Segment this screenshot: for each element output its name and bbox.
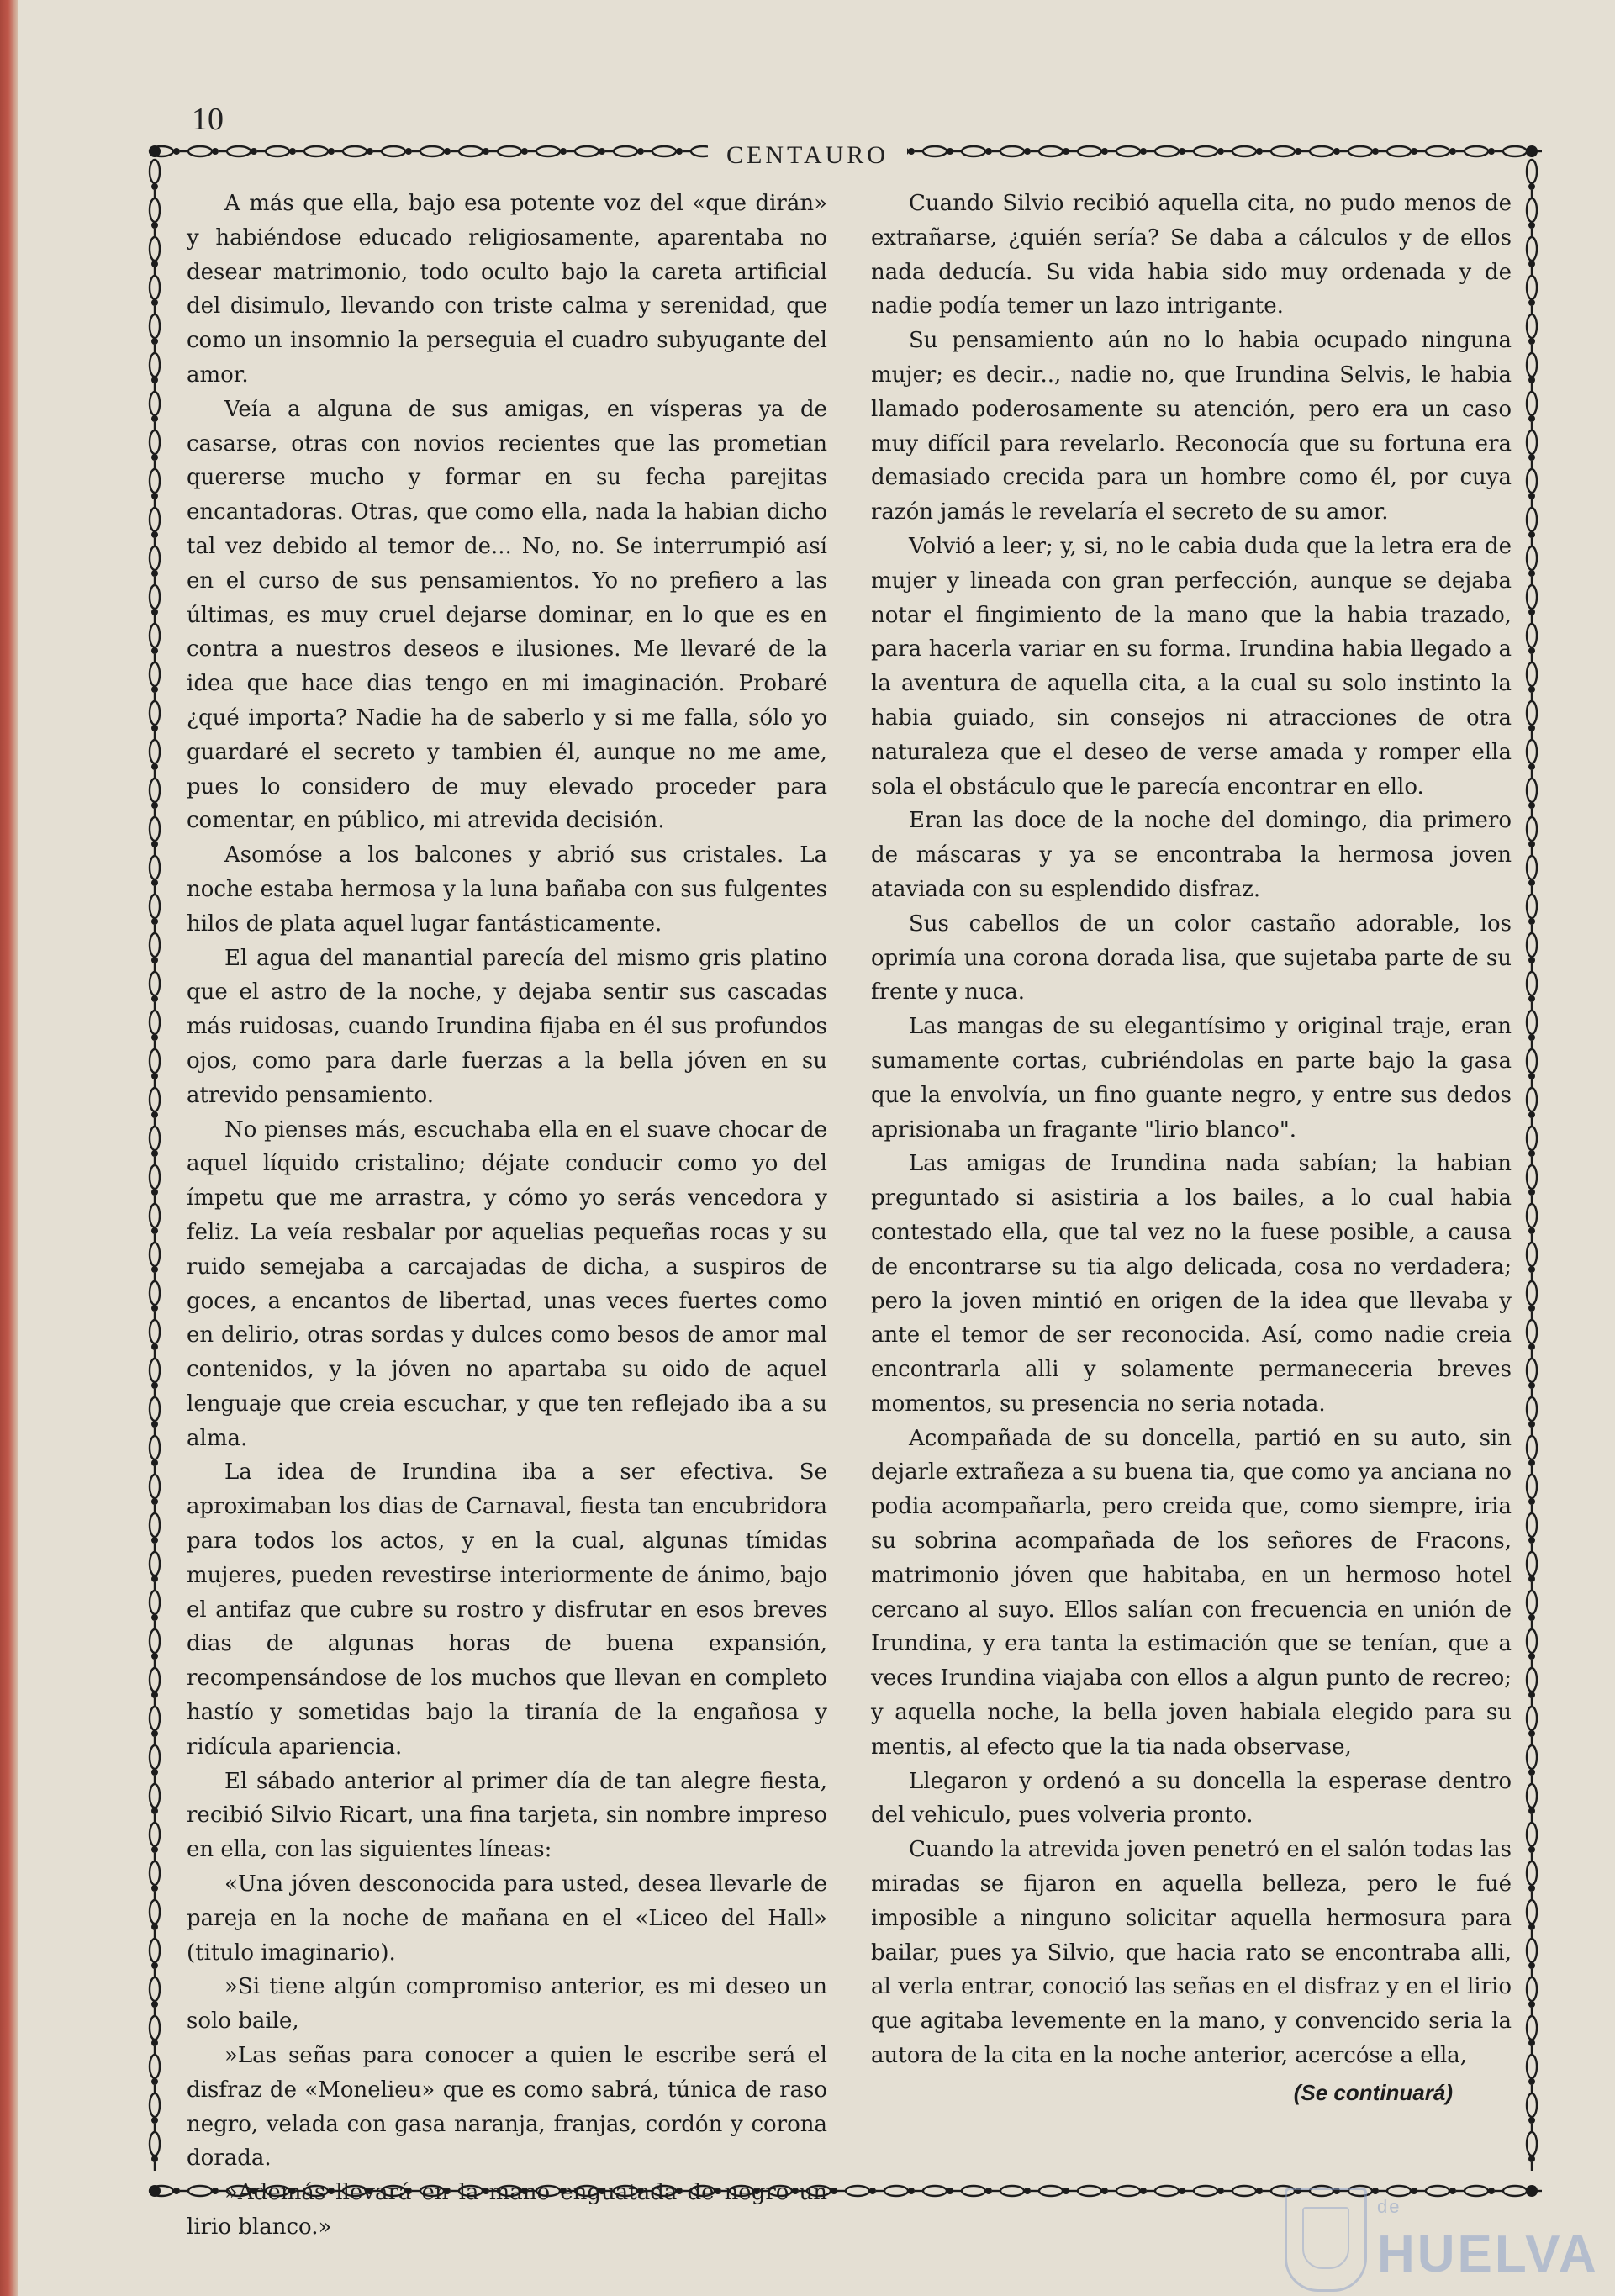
ornament-link bbox=[150, 237, 160, 276]
ornament-link bbox=[1527, 740, 1537, 779]
ornament-link bbox=[1527, 1784, 1537, 1823]
paragraph: Cuando la atrevida joven penetró en el salón todas las miradas se fijaron en aquella belleza, pero le fué imposible a ninguno solicitar aquella hermosura para bailar, pues ya Silvio, que hacia rato se encontraba alli, al verla entrar, conoció las señas en el disfraz y en el lirio que agitaba levemente en la mano, y convencido seria la autora de la cita en la noche anterior, acercóse a ella, bbox=[871, 1837, 1512, 2069]
ornament-link bbox=[1155, 2186, 1194, 2196]
ornament-link bbox=[150, 1707, 160, 1745]
ornament-link bbox=[1527, 895, 1537, 933]
ornament-link bbox=[1527, 1939, 1537, 1977]
ornament-link bbox=[1527, 1900, 1537, 1939]
ornament-link bbox=[150, 198, 160, 237]
paragraph: El agua del manantial parecía del mismo gris platino que el astro de la noche, y dejaba sentir sus cascadas más ruidosas, cuando Irundina fijaba en él sus profundos ojos, como para darle fuerzas a la bella jóven en su atrevido pensamiento. bbox=[187, 945, 827, 1108]
ornament-link bbox=[150, 469, 160, 508]
paragraph: Cuando Silvio recibió aquella cita, no pudo menos de extrañarse, ¿quién sería? Se daba a cálculos y de ellos nada deducía. Su vida habia sido muy ordenada y de nadie podía temer un lazo intrigante. bbox=[871, 191, 1512, 319]
ornament-link bbox=[1527, 1629, 1537, 1668]
watermark-prefix: de bbox=[1377, 2196, 1401, 2217]
ornament-link bbox=[1527, 2132, 1537, 2171]
ornament-link bbox=[1527, 2016, 1537, 2055]
ornament-link bbox=[1527, 662, 1537, 701]
ornament-link bbox=[150, 895, 160, 933]
ornament-link bbox=[1527, 1165, 1537, 1204]
ornament-link bbox=[150, 1513, 160, 1552]
corner-knot bbox=[149, 2185, 161, 2197]
ornament-link bbox=[150, 1861, 160, 1900]
ornament-link bbox=[1078, 2186, 1116, 2196]
paragraph: Asomóse a los balcones y abrió sus cristales. La noche estaba hermosa y la luna bañaba con sus fulgentes hilos de plata aquel lugar fantásticamente. bbox=[187, 842, 827, 937]
ornament-link bbox=[150, 856, 160, 895]
ornament-link bbox=[1527, 1513, 1537, 1552]
ornament-link bbox=[150, 662, 160, 701]
left-column bbox=[187, 187, 827, 2241]
paragraph: Su pensamiento aún no lo habia ocupado ninguna mujer; es decir.., nadie no, que Irundina Selvis, le habia llamado poderosamente su atención, pero era un caso muy difícil para revelarlo. Reconocía que su fortuna era demasiado crecida para un hombre como él, por cuya razón jamás le revelaría el secreto de su amor. bbox=[871, 328, 1512, 525]
ornament-link bbox=[150, 1552, 160, 1591]
ornament-link bbox=[1527, 1127, 1537, 1165]
ornament-link bbox=[1527, 546, 1537, 585]
paragraph: El sábado anterior al primer día de tan alegre fiesta, recibió Silvio Ricart, una fina tarjeta, sin nombre impreso en ella, con las siguientes líneas: bbox=[187, 1768, 827, 1863]
ornament-link bbox=[150, 353, 160, 392]
ornament-link bbox=[1527, 1745, 1537, 1784]
ornament-link bbox=[150, 1591, 160, 1629]
ornament-link bbox=[1527, 856, 1537, 895]
ornament-link bbox=[1527, 2093, 1537, 2132]
paragraph: Acompañada de su doncella, partió en su auto, sin dejarle extrañeza a su buena tia, que como ya anciana no podia acompañarla, pero creida que, como siempre, iria su sobrina acompañada de los señores de Fracons, matrimonio jóven que habitaba, en un hermoso hotel cercano al suyo. Ellos salían con frecuencia en unión de Irundina, y era tanta la estimación que se tenían, que a veces Irundina viajaba con ellos a algun punto de recreo; y aquella noche, la bella joven habiala elegido para su mentis, al efecto que la tia nada observase, bbox=[871, 1425, 1512, 1760]
ornament-link bbox=[1527, 1475, 1537, 1513]
ornament-link bbox=[150, 1243, 160, 1281]
ornament-link bbox=[1527, 1591, 1537, 1629]
ornament-link bbox=[1527, 469, 1537, 508]
letter-paragraph: »Si tiene algún compromiso anterior, es mi deseo un solo baile, bbox=[187, 1974, 827, 2035]
ornament-link bbox=[962, 2186, 1000, 2196]
ornament-link bbox=[884, 2186, 923, 2196]
ornament-link bbox=[1116, 2186, 1155, 2196]
ornament-link bbox=[1527, 1011, 1537, 1049]
ornament-link bbox=[150, 1475, 160, 1513]
ornament-link bbox=[150, 1165, 160, 1204]
ornament-link bbox=[1527, 2055, 1537, 2093]
ornament-link bbox=[150, 392, 160, 430]
ornament-link bbox=[1527, 430, 1537, 469]
ornament-link bbox=[1000, 2186, 1039, 2196]
ornament-link bbox=[150, 1204, 160, 1243]
ornament-link bbox=[1527, 624, 1537, 662]
ornament-link bbox=[150, 1745, 160, 1784]
paragraph: Las amigas de Irundina nada sabían; la habian preguntado si asistiria a los bailes, a lo cual habia contestado ella, que tal vez no la fuese posible, a causa de encontrarse su tia algo delicada, cosa no verdadera; pero la joven mintió en origen de la idea que llevaba y ante el temor de ser reconocida. Así, como nadie creia encontrarla alli y solamente permaneceria breves momentos, su presencia no seria notada. bbox=[871, 1151, 1512, 1417]
ornament-link bbox=[150, 508, 160, 546]
ornament-link bbox=[1527, 1397, 1537, 1436]
paragraph: Las mangas de su elegantísimo y original traje, eran sumamente cortas, cubriéndolas en parte bajo la gasa que la envolvía, un fino guante negro, y entre sus dedos aprisionaba un fragante "lirio blanco". bbox=[871, 1014, 1512, 1143]
continued-note: (Se continuará) bbox=[1293, 2079, 1453, 2105]
running-head-title: CENTAURO bbox=[708, 141, 907, 169]
ornament-link bbox=[150, 1668, 160, 1707]
coat-of-arms-icon bbox=[1285, 2188, 1367, 2292]
ornament-link bbox=[150, 2093, 160, 2132]
paragraph: Eran las doce de la noche del domingo, dia primero de máscaras y ya se encontraba la hermosa joven ataviada con su esplendido disfraz. bbox=[871, 808, 1512, 902]
ornament-link bbox=[1527, 1668, 1537, 1707]
ornament-link bbox=[150, 546, 160, 585]
ornament-link bbox=[1527, 779, 1537, 817]
ornament-link bbox=[1527, 1436, 1537, 1475]
ornament-link bbox=[1527, 1359, 1537, 1397]
ornament-link bbox=[150, 1281, 160, 1320]
ornament-link bbox=[1527, 198, 1537, 237]
ornament-link bbox=[1527, 1243, 1537, 1281]
ornament-link bbox=[1527, 237, 1537, 276]
letter-paragraph: «Una jóven desconocida para usted, desea llevarle de pareja en la noche de mañana en el «Liceo del Hall» (titulo imaginario). bbox=[187, 1871, 827, 1966]
ornament-link bbox=[150, 1436, 160, 1475]
ornament-link bbox=[1527, 1861, 1537, 1900]
ornament-link bbox=[150, 972, 160, 1011]
ornament-link bbox=[1194, 2186, 1232, 2196]
ornament-link bbox=[150, 2055, 160, 2093]
ornament-link bbox=[1527, 1281, 1537, 1320]
ornament-link bbox=[1527, 392, 1537, 430]
ornament-link bbox=[150, 1088, 160, 1127]
ornament-link bbox=[923, 2186, 962, 2196]
ornament-link bbox=[150, 2016, 160, 2055]
archive-watermark bbox=[1285, 2184, 1612, 2293]
ornament-link bbox=[150, 1127, 160, 1165]
ornament-link bbox=[1527, 1088, 1537, 1127]
paragraph: Volvió a leer; y, si, no le cabia duda que la letra era de mujer y lineada con gran perfección, aunque se dejaba notar el fingimiento de la mano que la habia trazado, para hacerla variar en su forma. Irundina habia llegado a la aventura de aquella cita, a la cual su solo instinto la habia guiado, sin consejos ni atracciones de otra naturaleza que el deseo de verse amada y romper ella sola el obstáculo que le parecía encontrar en ello. bbox=[871, 533, 1512, 800]
ornament-link bbox=[150, 585, 160, 624]
ornament-link bbox=[846, 2186, 884, 2196]
watermark-name: HUELVA bbox=[1377, 2225, 1599, 2283]
paragraph: Sus cabellos de un color castaño adorable, los oprimía una corona dorada lisa, que sujetaba parte de su frente y nuca. bbox=[871, 910, 1512, 1005]
ornament-link bbox=[150, 817, 160, 856]
ornament-link bbox=[150, 1629, 160, 1668]
letter-paragraph: »Además llevará en la mano enguatada de negro un lirio blanco.» bbox=[187, 2180, 827, 2241]
ornament-link bbox=[150, 1900, 160, 1939]
right-column bbox=[871, 187, 1512, 2154]
ornament-link bbox=[150, 276, 160, 314]
ornament-link bbox=[1527, 1049, 1537, 1088]
ornament-link bbox=[150, 314, 160, 353]
ornament-link bbox=[150, 1320, 160, 1359]
ornament-link bbox=[1527, 972, 1537, 1011]
page-number: 10 bbox=[192, 102, 224, 137]
binding-spine bbox=[0, 0, 18, 2296]
ornament-link bbox=[1039, 2186, 1078, 2196]
ornament-link bbox=[150, 1397, 160, 1436]
paragraph: La idea de Irundina iba a ser efectiva. Se aproximaban los dias de Carnaval, fiesta tan encubridora para todos los actos, y en la cual, algunas tímidas mujeres, pueden revestirse interiormente de ánimo, bajo el antifaz que cubre su rostro y disfrutar en esos breves dias de algunas horas de buena expansión, recompensándose de los muchos que llevan en completo hastío y sometidas bajo la tiranía de la engañosa y ridícula apariencia. bbox=[187, 1459, 827, 1760]
ornament-link bbox=[1527, 276, 1537, 314]
paragraph: A más que ella, bajo esa potente voz del «que dirán» y habiéndose educado religiosamente, aparentaba no desear matrimonio, todo oculto bajo la careta artificial del disimulo, llevando con triste calma y serenidad, que como un insomnio la perseguia el cuadro subyugante del amor. bbox=[187, 191, 827, 388]
ornament-link bbox=[1527, 1204, 1537, 1243]
ornament-link bbox=[1527, 701, 1537, 740]
ornament-link bbox=[150, 624, 160, 662]
ornament-link bbox=[1527, 1552, 1537, 1591]
ornament-link bbox=[150, 701, 160, 740]
ornament-link bbox=[150, 1359, 160, 1397]
letter-paragraph: »Las señas para conocer a quien le escribe será el disfraz de «Monelieu» que es como sabrá, túnica de raso negro, velada con gasa naranja, franjas, cordón y corona dorada. bbox=[187, 2043, 827, 2172]
ornament-link bbox=[150, 1011, 160, 1049]
ornament-link bbox=[1527, 508, 1537, 546]
ornament-link bbox=[1527, 585, 1537, 624]
paragraph: Llegaron y ordenó a su doncella la esperase dentro del vehiculo, pues volveria pronto. bbox=[871, 1768, 1512, 1829]
paragraph: No pienses más, escuchaba ella en el suave chocar de aquel líquido cristalino; déjate conducir como yo del ímpetu que me arrastra, y cómo yo serás vencedora y feliz. La veía resbalar por aquelias pequeñas rocas y su ruido semejaba a carcajadas de dicha, a suspiros de goces, a encantos de libertad, unas veces fuertes como en delirio, otras sordas y dulces como besos de amor mal contenidos, y la jóven no apartaba su oido de aquel lenguaje que creia escuchar, y que ten reflejado iba a su alma. bbox=[187, 1116, 827, 1451]
ornament-link bbox=[150, 1939, 160, 1977]
ornament-link bbox=[1527, 1320, 1537, 1359]
ornament-link bbox=[1527, 353, 1537, 392]
ornament-link bbox=[150, 779, 160, 817]
ornament-link bbox=[150, 1049, 160, 1088]
ornament-link bbox=[150, 740, 160, 779]
text-columns bbox=[187, 187, 1512, 2241]
ornament-link bbox=[1527, 1977, 1537, 2016]
ornament-link bbox=[150, 2132, 160, 2171]
ornament-link bbox=[1527, 1823, 1537, 1861]
ornament-link bbox=[1232, 2186, 1271, 2196]
ornament-link bbox=[150, 1784, 160, 1823]
ornament-link bbox=[1527, 1707, 1537, 1745]
ornament-link bbox=[150, 430, 160, 469]
paragraph: Veía a alguna de sus amigas, en vísperas ya de casarse, otras con novios recientes que las prometian quererse mucho y formar en su fecha parejitas encantadoras. Otras, que como ella, nada la habian dicho tal vez debido al temor de... No, no. Se interrumpió así en el curso de sus pensamientos. Yo no prefiero a las últimas, es muy cruel dejarse dominar, en lo que es en contra a nuestros deseos e ilusiones. Me llevaré de la idea que hace dias tengo en mi imaginación. Probaré ¿qué importa? Nadie ha de saberlo y si me falla, sólo yo guardaré el secreto y tambien él, aunque no me ame, pues lo considero de muy elevado proceder para comentar, en público, mi atrevida decisión. bbox=[187, 396, 827, 834]
ornament-link bbox=[1527, 817, 1537, 856]
ornament-link bbox=[150, 1977, 160, 2016]
ornament-link bbox=[1527, 933, 1537, 972]
ornament-link bbox=[1527, 314, 1537, 353]
ornament-link bbox=[150, 933, 160, 972]
ornament-link bbox=[150, 1823, 160, 1861]
